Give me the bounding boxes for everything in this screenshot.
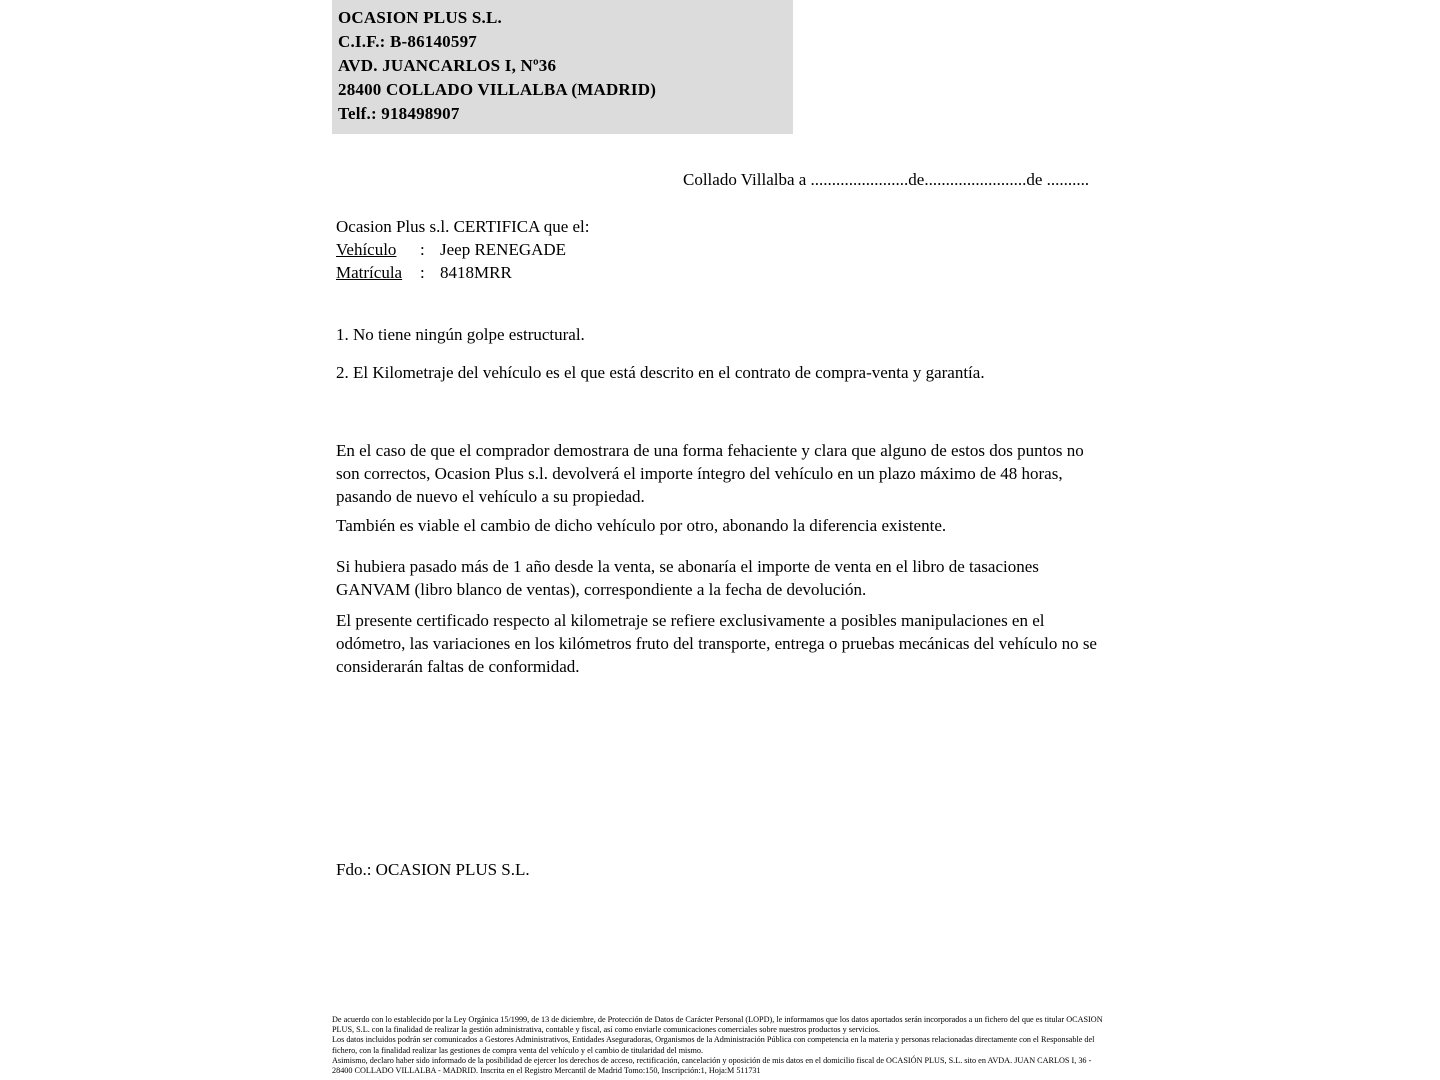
- company-address-city: 28400 COLLADO VILLALBA (MADRID): [338, 80, 657, 99]
- point-2: 2. El Kilometraje del vehículo es el que está descrito en el contrato de compra-venta y garantía.: [336, 363, 985, 382]
- company-address-street: AVD. JUANCARLOS I, Nº36: [338, 56, 557, 75]
- paragraph-refund: En el caso de que el comprador demostrara de una forma fehaciente y clara que alguno de estos dos puntos no son correctos, Ocasion Plus s.l. devolverá el importe íntegro del vehículo en un plazo máximo de 48 horas, pasando de nuevo el vehículo a su propiedad.: [336, 441, 1084, 506]
- certification-block: [336, 215, 590, 284]
- paragraph-exchange: También es viable el cambio de dicho vehículo por otro, abonando la diferencia existente.: [336, 516, 947, 535]
- company-phone: Telf.: 918498907: [338, 104, 460, 123]
- point-1: 1. No tiene ningún golpe estructural.: [336, 325, 585, 344]
- legal-footnote: [332, 1015, 1112, 1076]
- legal-paragraph-3: Asimismo, declaro haber sido informado de la posibilidad de ejercer los derechos de acceso, rectificación, cancelación y oposición de mis datos en el domicilio fiscal de OCASIÓN PLUS, S.L. sito en AVDA. JUAN CARLOS I, 36 - 28400 COLLADO VILLALBA - MADRID. Inscrita en el Registro Mercantil de Madrid Tomo:150, Inscripción:1, Hoja:M 511731: [332, 1055, 1092, 1076]
- plate-label: Matrícula: [336, 263, 403, 282]
- company-cif: C.I.F.: B-86140597: [338, 32, 477, 51]
- plate-separator: :: [420, 263, 425, 282]
- legal-paragraph-1: De acuerdo con lo establecido por la Ley Orgánica 15/1999, de 13 de diciembre, de Protección de Datos de Carácter Personal (LOPD), le informamos que los datos aportados serán incorporados a un fichero del que es titular OCASION PLUS, S.L. con la finalidad de realizar la gestión administrativa, contable y fiscal, así como enviarle comunicaciones comerciales sobre nuestros productos y servicios.: [332, 1015, 1103, 1035]
- plate-row: [336, 261, 590, 284]
- paragraph-odometer: El presente certificado respecto al kilometraje se refiere exclusivamente a posibles manipulaciones en el odómetro, las variaciones en los kilómetros fruto del transporte, entrega o pruebas mecánicas del vehículo no se considerarán faltas de conformidad.: [336, 611, 1097, 676]
- date-line: Collado Villalba a .......................de........................de ..........: [683, 170, 1090, 189]
- company-name: OCASION PLUS S.L.: [338, 8, 502, 27]
- vehicle-value: Jeep RENEGADE: [440, 240, 567, 259]
- signature-line: Fdo.: OCASION PLUS S.L.: [336, 860, 530, 879]
- plate-value: 8418MRR: [440, 263, 512, 282]
- legal-paragraph-2: Los datos incluidos podrán ser comunicados a Gestores Administrativos, Entidades Aseguradoras, Organismos de la Administración Pública con competencia en la materia y personas relacionadas directamente con el Responsable del fichero, con la finalidad realizar las gestiones de compra venta del vehículo y el cambio de titularidad del mismo.: [332, 1035, 1095, 1055]
- paragraph-ganvam: Si hubiera pasado más de 1 año desde la venta, se abonaría el importe de venta en el libro de tasaciones GANVAM (libro blanco de ventas), correspondiente a la fecha de devolución.: [336, 557, 1039, 599]
- vehicle-label: Vehículo: [336, 240, 397, 259]
- certification-intro: Ocasion Plus s.l. CERTIFICA que el:: [336, 217, 590, 236]
- company-header-block: [332, 0, 793, 134]
- vehicle-row: [336, 238, 590, 261]
- vehicle-separator: :: [420, 240, 425, 259]
